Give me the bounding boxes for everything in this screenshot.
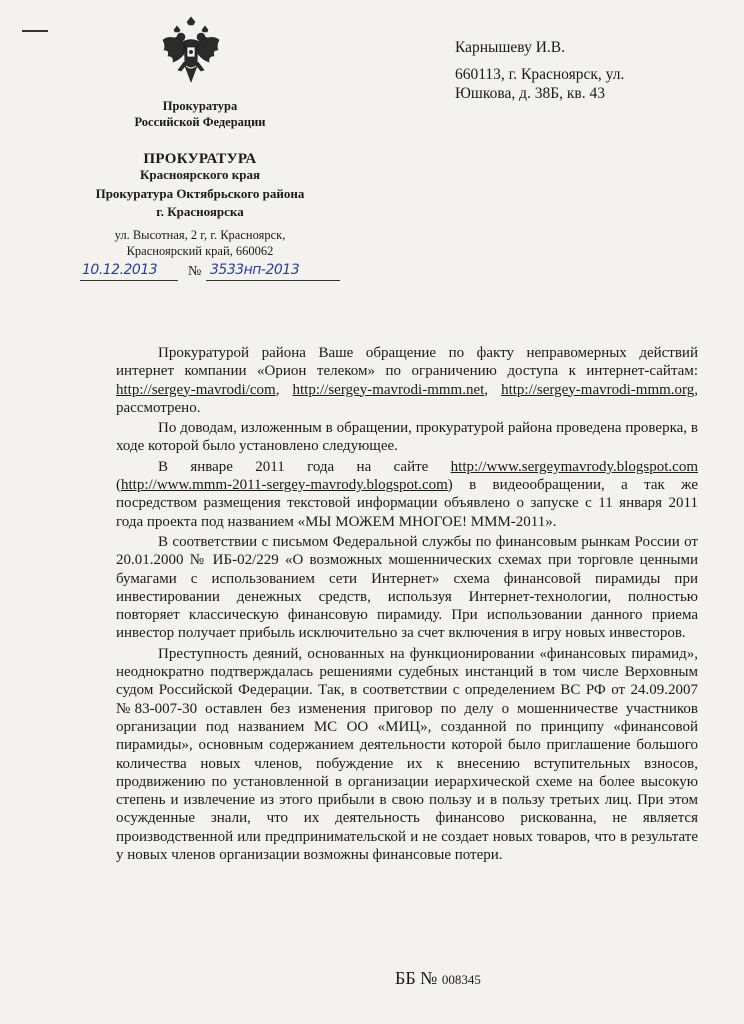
- paragraph-1: [116, 344, 698, 417]
- link-sergeymavrody-blogspot[interactable]: http://www.sergeymavrody.blogspot.com: [450, 458, 698, 475]
- paragraph-3-ending: ) в видеообращении, а так же посредством размещения текстовой информации объявлено о запуске с 11 января 2011 года проекта под названием «МЫ МОЖЕМ МНОГОЕ! МММ-2011».: [116, 477, 698, 530]
- issuer-address: [70, 227, 330, 259]
- issuer-regional: [70, 151, 330, 183]
- separator: ,: [275, 381, 293, 398]
- link-mmm-2011-blogspot[interactable]: http://www.mmm-2011-sergey-mavrody.blogspot.com: [121, 477, 448, 494]
- registration-date-underline: [80, 280, 178, 281]
- issuer-line-4: Красноярского края: [139, 167, 261, 182]
- paragraph-4: В соответствии с письмом Федеральной службы по финансовым рынкам России от 20.01.2000 № ИБ-02/229 «О возможных мошеннических схемах при торговле ценными бумагами с использованием сети Интернет» схема финансовой пирамиды при инвестировании денежных средств, используя Интернет-технологии, полностью повторяет классическую финансовую пирамиду. При использовании данного приема инвестор получает прибыль исключительно за счет включения в игру новых инвесторов.: [116, 533, 698, 642]
- addressee-address-line-1: 660113, г. Красноярск, ул.: [455, 66, 625, 83]
- double-headed-eagle-emblem-icon: [160, 16, 222, 86]
- paragraph-2: По доводам, изложенным в обращении, прокуратурой района проведена проверка, в ходе которой было установлено следующее.: [116, 420, 698, 455]
- issuer-line-1: Прокуратура: [162, 99, 238, 113]
- registration-line: [80, 262, 360, 284]
- link-sergey-mavrodi-mmm-net[interactable]: http://sergey-mavrodi-mmm.net: [292, 381, 485, 398]
- paragraph-3-bracket: (: [116, 477, 121, 494]
- registration-number: 3533нп-2013: [210, 262, 300, 278]
- registration-number-underline: [206, 280, 340, 281]
- issuer-address-line-2: Красноярский край, 660062: [126, 244, 274, 258]
- link-sergey-mavrodi-mmm-org[interactable]: http://sergey-mavrodi-mmm.org: [501, 381, 695, 398]
- registration-date: 10.12.2013: [82, 262, 158, 278]
- separator: ,: [484, 381, 502, 398]
- link-sergey-mavrodi-com[interactable]: http://sergey-mavrodi/com: [116, 381, 276, 398]
- paragraph-1-text: Прокуратурой района Ваше обращение по факту неправомерных действий интернет компании «Орион телеком» по ограничению доступа к интернет-сайтам:: [116, 345, 698, 380]
- registration-number-label: №: [188, 264, 202, 279]
- serial-number: 008345: [441, 972, 481, 987]
- issuer-district: [70, 185, 330, 221]
- issuer-line-5: Прокуратура Октябрьского района: [95, 186, 305, 201]
- letter-body: [116, 344, 698, 866]
- form-serial-number: [395, 968, 481, 989]
- addressee-address-line-2: Юшкова, д. 38Б, кв. 43: [455, 85, 605, 102]
- issuer-line-3: ПРОКУРАТУРА: [143, 151, 257, 167]
- paragraph-5: Преступность деяний, основанных на функционировании «финансовых пирамид», неоднократно подтверждалась решениями судебных инстанций в том числе Верховным судом Российской Федерации. Так, в соответствии с определением ВС РФ от 24.09.2007 №83-007-30 оставлен без изменения приговор по делу о мошенничестве участников организации под названием МС ОО «МИЦ», созданной по принципу «финансовой пирамиды», основным содержанием деятельности которой было приглашение большого количества новых членов, побуждение их к внесению вступительных взносов, продвижению по установленной в организации иерархической схеме на более высокую степень и извлечение из этого прибыли в свою пользу и в пользу третьих лиц. При этом осужденные знали, что их деятельность финансово рискованна, не является производственной или предпринимательской и не создает новых товаров, что в результате у новых членов организации возможны финансовые потери.: [116, 645, 698, 864]
- issuer-address-line-1: ул. Высотная, 2 г, г. Красноярск,: [114, 228, 286, 242]
- corner-dash-mark: [22, 30, 48, 32]
- issuer-line-2: Российской Федерации: [134, 115, 266, 129]
- addressee-name: Карнышеву И.В.: [455, 39, 565, 56]
- serial-number-label: №: [420, 968, 438, 988]
- issuer-line-6: г. Красноярска: [156, 204, 244, 219]
- addressee-block: [455, 38, 695, 103]
- paragraph-1-ending: , рассмотрено.: [116, 381, 698, 416]
- issuer-national: [70, 98, 330, 130]
- paragraph-3: [116, 458, 698, 531]
- paragraph-3-text: В январе 2011 года на сайте: [158, 458, 451, 475]
- serial-series: ББ: [395, 968, 416, 988]
